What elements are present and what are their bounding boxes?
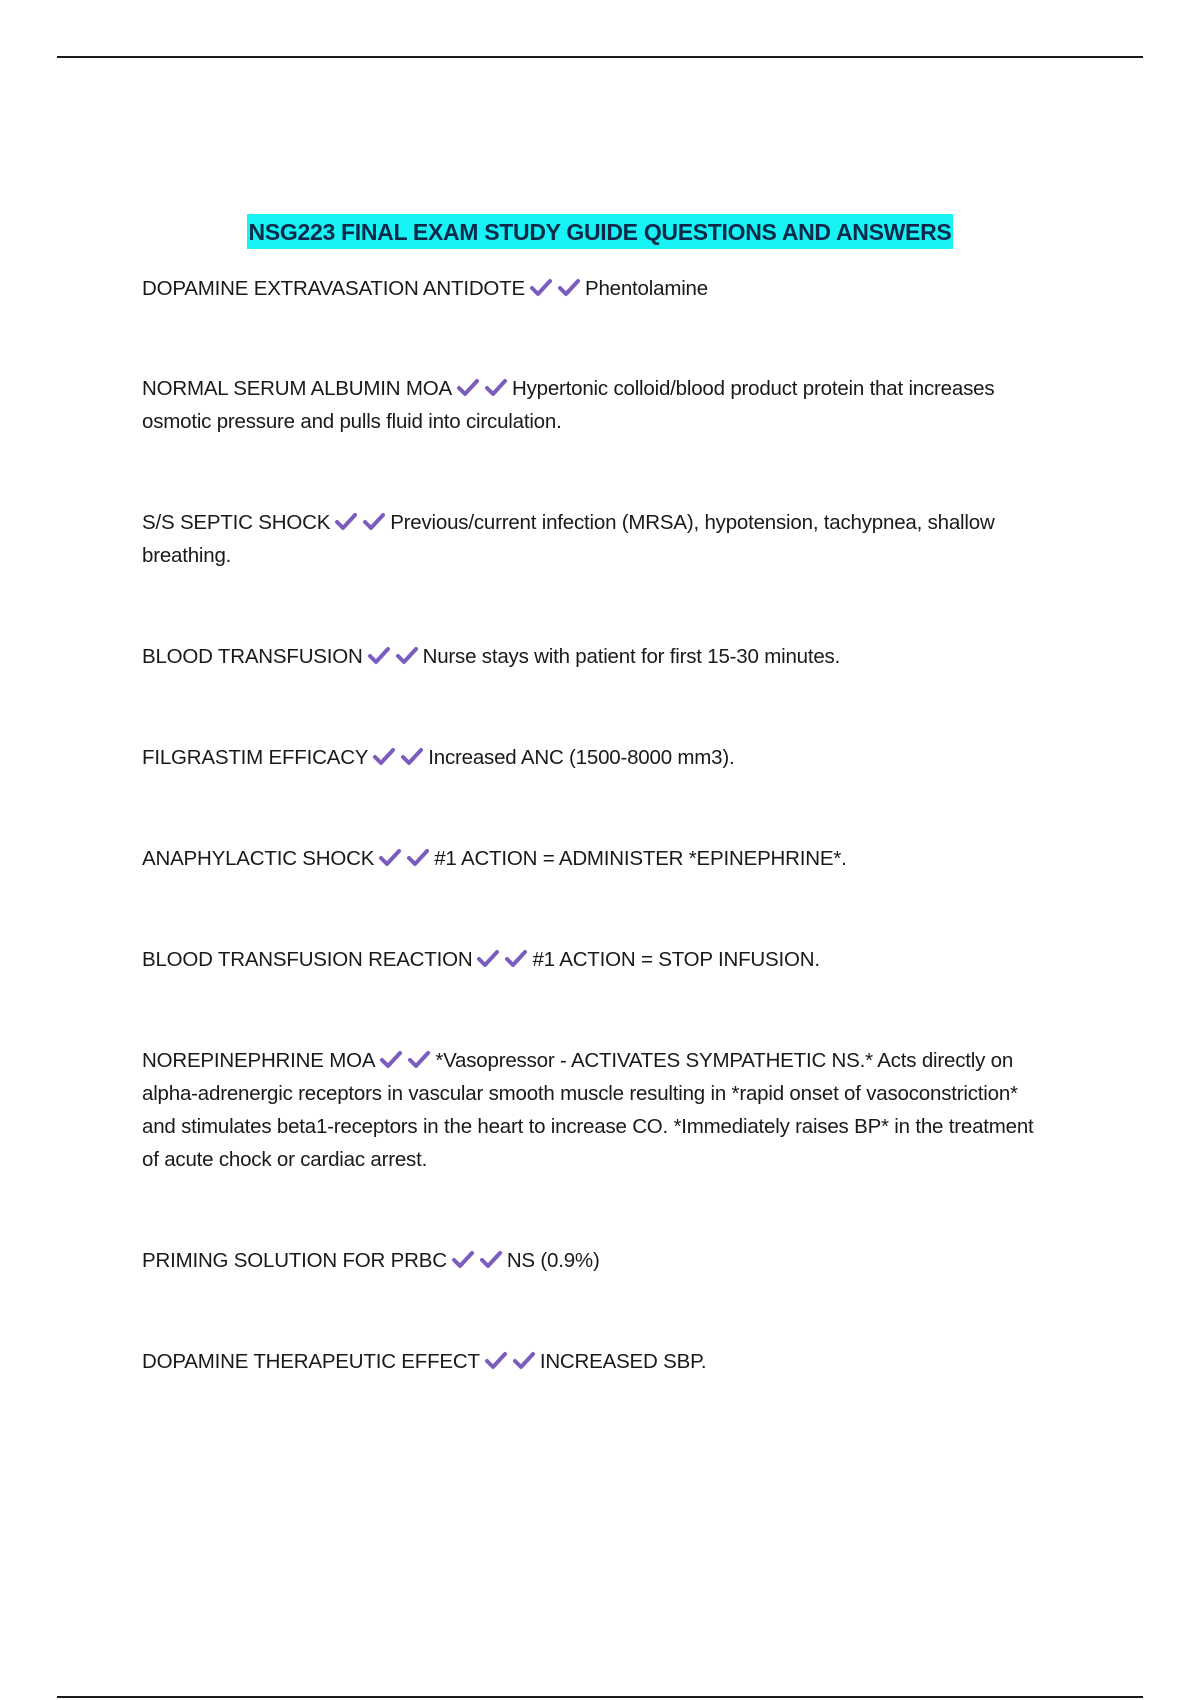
- qa-item-albumin-moa: [142, 372, 1052, 438]
- check-mark-icon: [479, 1249, 503, 1271]
- document-title: NSG223 FINAL EXAM STUDY GUIDE QUESTIONS AND ANSWERS: [247, 214, 954, 249]
- check-mark-icon: [529, 277, 553, 299]
- check-pair: [368, 741, 424, 774]
- qa-item-priming-solution: [142, 1244, 1052, 1277]
- check-pair: [375, 1044, 431, 1077]
- qa-question: NORMAL SERUM ALBUMIN MOA: [142, 377, 452, 400]
- check-mark-icon: [504, 948, 528, 970]
- qa-answer: #1 ACTION = STOP INFUSION.: [532, 948, 820, 971]
- qa-answer: Hypertonic colloid/blood product protein that increases osmotic pressure and pulls fluid into circulation.: [142, 377, 995, 433]
- check-pair: [480, 1345, 536, 1378]
- check-mark-icon: [400, 746, 424, 768]
- qa-question: PRIMING SOLUTION FOR PRBC: [142, 1249, 447, 1272]
- check-mark-icon: [367, 645, 391, 667]
- check-mark-icon: [512, 1350, 536, 1372]
- check-mark-icon: [484, 1350, 508, 1372]
- qa-question: ANAPHYLACTIC SHOCK: [142, 847, 375, 870]
- qa-item-norepinephrine-moa: [142, 1044, 1052, 1176]
- check-mark-icon: [456, 377, 480, 399]
- qa-question: BLOOD TRANSFUSION REACTION: [142, 948, 473, 971]
- check-mark-icon: [379, 1049, 403, 1071]
- qa-answer: *Vasopressor - ACTIVATES SYMPATHETIC NS.* Acts directly on alpha-adrenergic receptors in vascular smooth muscle resulting in *rapid onset of vasoconstriction* and stimulates beta1-receptors in the heart to increase CO. *Immediately raises BP* in the treatment of acute chock or cardiac arrest.: [142, 1049, 1034, 1171]
- qa-question: FILGRASTIM EFFICACY: [142, 746, 369, 769]
- check-mark-icon: [362, 511, 386, 533]
- qa-question: NOREPINEPHRINE MOA: [142, 1049, 376, 1072]
- qa-answer: INCREASED SBP.: [539, 1350, 707, 1373]
- qa-question: BLOOD TRANSFUSION: [142, 645, 363, 668]
- check-pair: [452, 372, 508, 405]
- check-pair: [363, 640, 419, 673]
- check-mark-icon: [395, 645, 419, 667]
- qa-item-transfusion-reaction: [142, 943, 1052, 976]
- check-mark-icon: [378, 847, 402, 869]
- check-pair: [330, 506, 386, 539]
- qa-question: DOPAMINE EXTRAVASATION ANTIDOTE: [142, 277, 525, 300]
- title-container: [0, 214, 1200, 249]
- qa-item-dopamine-effect: [142, 1345, 1052, 1378]
- qa-answer: Increased ANC (1500-8000 mm3).: [428, 746, 735, 769]
- qa-question: S/S SEPTIC SHOCK: [142, 511, 331, 534]
- check-pair: [374, 842, 430, 875]
- qa-answer: #1 ACTION = ADMINISTER *EPINEPHRINE*.: [434, 847, 847, 870]
- check-pair: [525, 272, 581, 305]
- qa-item-dopamine-extravasation: [142, 272, 1052, 305]
- qa-answer: Previous/current infection (MRSA), hypotension, tachypnea, shallow breathing.: [142, 511, 995, 567]
- check-mark-icon: [406, 847, 430, 869]
- check-mark-icon: [557, 277, 581, 299]
- check-mark-icon: [407, 1049, 431, 1071]
- check-pair: [447, 1244, 503, 1277]
- qa-question: DOPAMINE THERAPEUTIC EFFECT: [142, 1350, 480, 1373]
- qa-item-septic-shock: [142, 506, 1052, 572]
- check-mark-icon: [372, 746, 396, 768]
- qa-answer: NS (0.9%): [506, 1249, 600, 1272]
- bottom-rule: [57, 1696, 1143, 1698]
- check-mark-icon: [451, 1249, 475, 1271]
- qa-answer: Nurse stays with patient for first 15-30 minutes.: [422, 645, 841, 668]
- qa-item-filgrastim: [142, 741, 1052, 774]
- check-mark-icon: [476, 948, 500, 970]
- check-pair: [472, 943, 528, 976]
- qa-item-blood-transfusion: [142, 640, 1052, 673]
- check-mark-icon: [484, 377, 508, 399]
- qa-answer: Phentolamine: [584, 277, 708, 300]
- qa-item-anaphylactic-shock: [142, 842, 1052, 875]
- top-rule: [57, 56, 1143, 58]
- check-mark-icon: [334, 511, 358, 533]
